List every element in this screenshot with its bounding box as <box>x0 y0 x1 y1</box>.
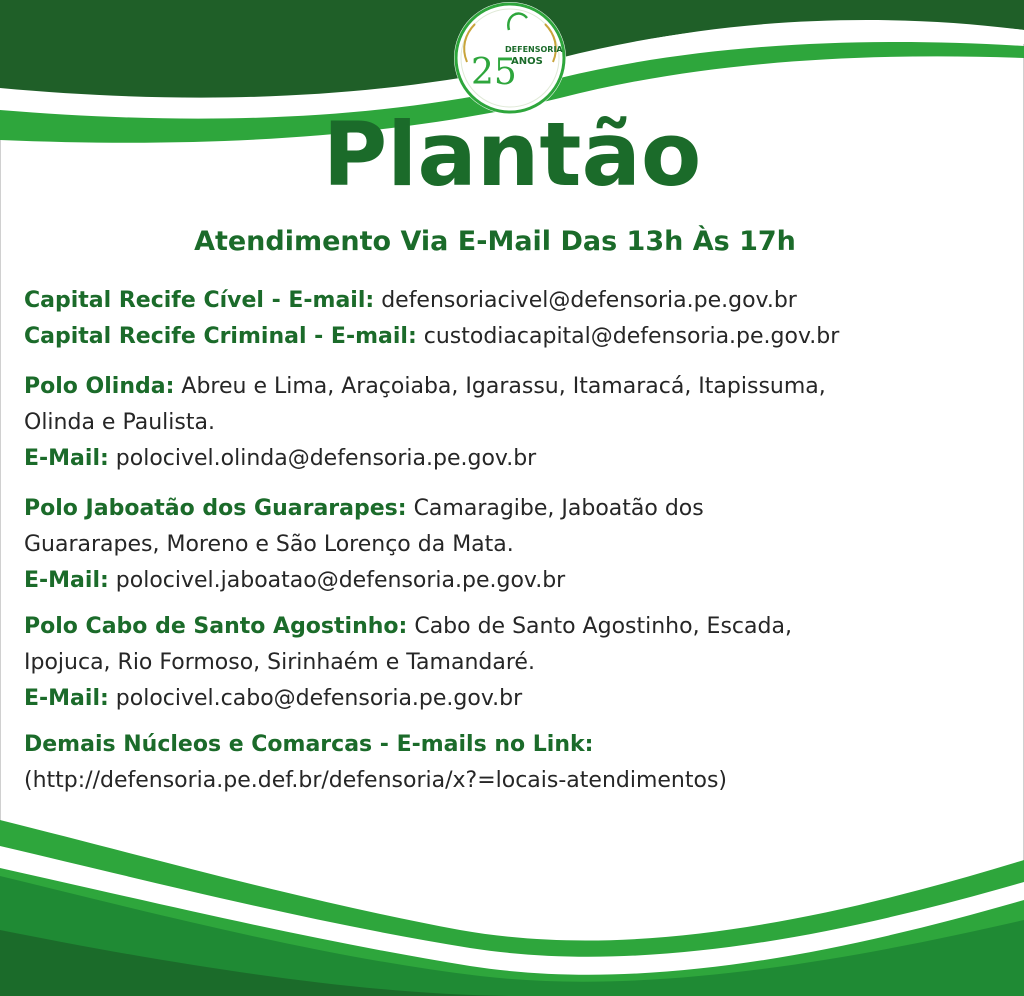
capital-civel-label: Capital Recife Cível - E-mail: <box>24 288 375 313</box>
polo-olinda-cities-1: Abreu e Lima, Araçoiaba, Igarassu, Itamaracá, Itapissuma, <box>181 374 826 399</box>
capital-criminal-line <box>24 319 1004 355</box>
bottom-wave-decoration <box>0 820 1024 996</box>
polo-olinda-name: Polo Olinda: <box>24 374 175 399</box>
capital-civel-email[interactable]: defensoriacivel@defensoria.pe.gov.br <box>381 288 797 313</box>
polo-jaboatao-name: Polo Jaboatão dos Guararapes: <box>24 496 407 521</box>
demais-label: Demais Núcleos e Comarcas - E-mails no Link: <box>24 732 594 757</box>
logo-line2: ANOS <box>511 56 543 67</box>
polo-olinda-email-line <box>24 441 1004 477</box>
polo-cabo-name: Polo Cabo de Santo Agostinho: <box>24 614 408 639</box>
polo-olinda-line1 <box>24 369 1004 405</box>
page-title: Plantão <box>322 103 702 206</box>
polo-cabo-cities-2: Ipojuca, Rio Formoso, Sirinhaém e Tamandaré. <box>24 650 535 675</box>
polo-jaboatao-email-label: E-Mail: <box>24 568 109 593</box>
polo-cabo-line1 <box>24 609 1004 645</box>
polo-jaboatao-email[interactable]: polocivel.jaboatao@defensoria.pe.gov.br <box>115 568 566 593</box>
polo-olinda-email-label: E-Mail: <box>24 446 109 471</box>
contact-content <box>24 283 1004 799</box>
polo-olinda-email[interactable]: polocivel.olinda@defensoria.pe.gov.br <box>115 446 537 471</box>
capital-criminal-email[interactable]: custodiacapital@defensoria.pe.gov.br <box>423 324 840 349</box>
polo-cabo-cities-1: Cabo de Santo Agostinho, Escada, <box>414 614 792 639</box>
capital-criminal-label: Capital Recife Criminal - E-mail: <box>24 324 417 349</box>
demais-link[interactable]: (http://defensoria.pe.def.br/defensoria/x?=locais-atendimentos) <box>24 768 728 793</box>
polo-olinda-cities-2: Olinda e Paulista. <box>24 410 215 435</box>
polo-jaboatao-cities-2: Guararapes, Moreno e São Lorenço da Mata. <box>24 532 514 557</box>
logo-line1: DEFENSORIA <box>505 45 563 54</box>
polo-jaboatao-email-line <box>24 563 1004 599</box>
capital-civel-line <box>24 283 1004 319</box>
polo-jaboatao-line1 <box>24 491 1004 527</box>
logo-number: 25 <box>471 52 517 93</box>
polo-cabo-email-label: E-Mail: <box>24 686 109 711</box>
page-subtitle: Atendimento Via E-Mail Das 13h Às 17h <box>194 226 796 257</box>
polo-cabo-email-line <box>24 681 1004 717</box>
polo-cabo-email[interactable]: polocivel.cabo@defensoria.pe.gov.br <box>115 686 523 711</box>
polo-jaboatao-cities-1: Camaragibe, Jaboatão dos <box>413 496 704 521</box>
